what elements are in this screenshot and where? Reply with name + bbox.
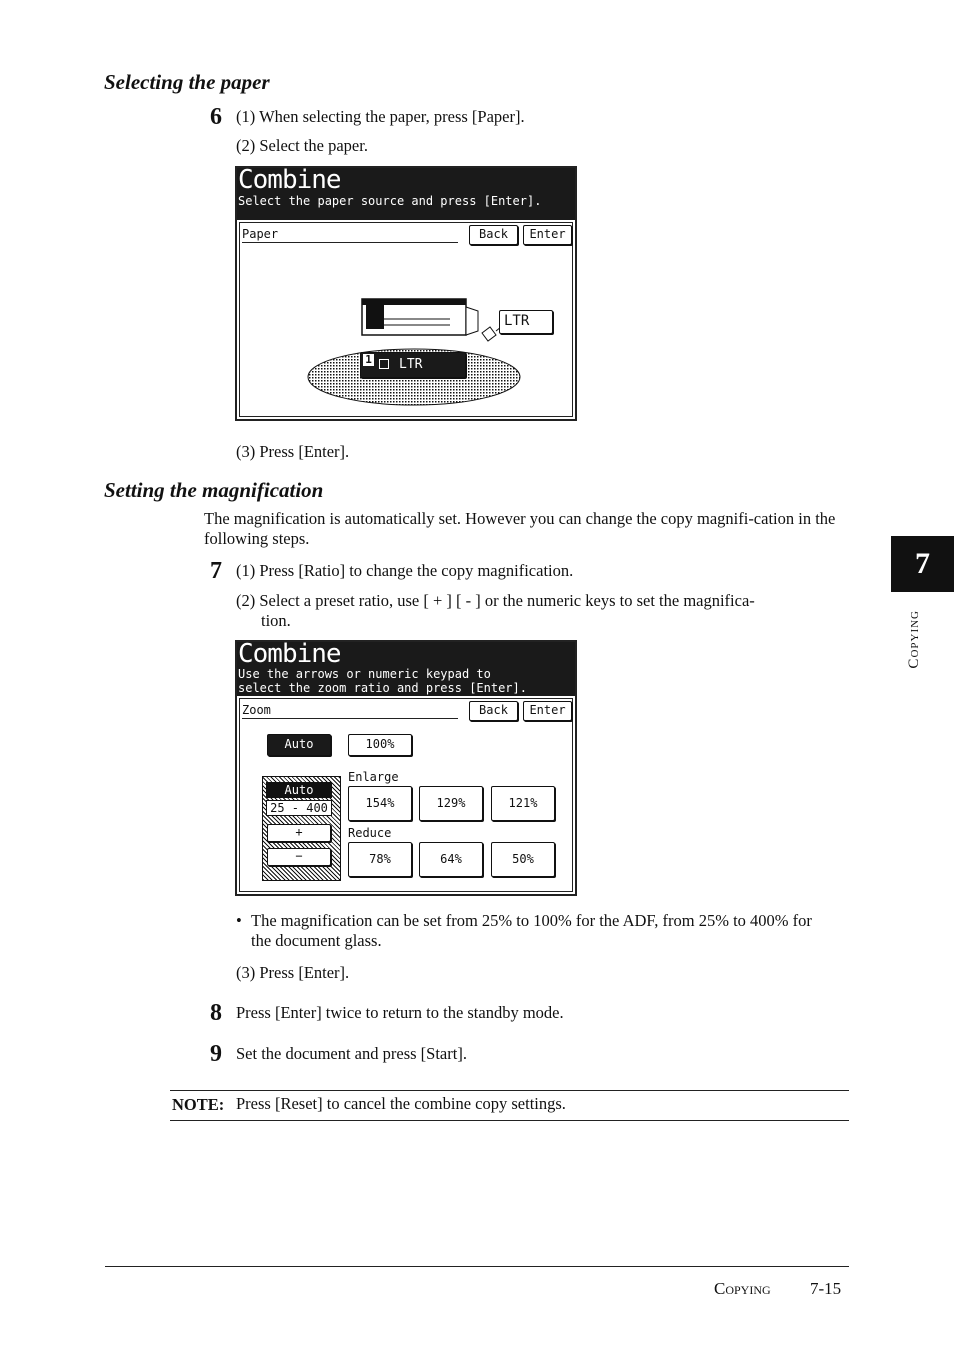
lcd-screen-paper [235,166,577,421]
lcd-title: Combine [238,640,341,669]
enter-button[interactable]: Enter [523,225,572,245]
tray-size-label: LTR [399,357,423,372]
reduce-label: Reduce [348,826,392,840]
note-bottom-rule [170,1120,849,1121]
paper-field: Paper [242,227,458,243]
step-number-7: 7 [210,558,222,584]
paper-stack-icon [379,359,389,369]
step6-line1: (1) When selecting the paper, press [Paper]. [236,107,525,126]
paper-tray-illustration [300,287,530,407]
zoom-auto-display: Auto [266,782,332,798]
back-button[interactable]: Back [469,225,518,245]
zoom-plus-button[interactable]: + [267,824,331,842]
lcd-subtitle-2: select the zoom ratio and press [Enter]. [238,681,527,695]
zoom-range-display: 25 - 400 [266,800,332,816]
step8-text: Press [Enter] twice to return to the standby mode. [236,1003,564,1022]
step-number-8: 8 [210,1000,222,1026]
step7-line2b: tion. [261,611,291,630]
step7-line3: (3) Press [Enter]. [236,963,350,982]
lcd-body [239,222,573,417]
zoom-100-button[interactable]: 100% [348,734,412,756]
note-text: Press [Reset] to cancel the combine copy settings. [236,1094,566,1113]
step6-line3: (3) Press [Enter]. [236,442,350,461]
lcd-title: Combine [238,166,341,195]
enlarge-129-button[interactable]: 129% [419,786,483,821]
step7-line1: (1) Press [Ratio] to change the copy magnification. [236,561,574,580]
lcd-subtitle-1: Use the arrows or numeric keypad to [238,667,491,681]
bullet-marker: • [236,911,242,930]
step-number-9: 9 [210,1041,222,1067]
zoom-adjust-panel [262,776,341,881]
note-label: NOTE: [172,1095,225,1114]
lcd-header [237,642,575,696]
reduce-78-button[interactable]: 78% [348,842,412,877]
section-heading-magnification: Setting the magnification [104,478,324,502]
enlarge-154-button[interactable]: 154% [348,786,412,821]
chapter-side-label: Copying [906,610,922,669]
lcd-screen-zoom [235,640,577,896]
tray-number: 1 [363,354,374,366]
ltr-size-button[interactable]: LTR [499,310,553,334]
enter-button[interactable]: Enter [523,701,572,721]
lcd-subtitle: Select the paper source and press [Enter]. [238,194,542,208]
reduce-64-button[interactable]: 64% [419,842,483,877]
zoom-minus-button[interactable]: − [267,848,331,866]
back-button[interactable]: Back [469,701,518,721]
tray-1-button[interactable] [360,352,466,378]
step7-line2a: (2) Select a preset ratio, use [ + ] [ - ] or the numeric keys to set the magnifica- [236,591,755,610]
chapter-tab: 7 [891,536,954,592]
enlarge-121-button[interactable]: 121% [491,786,555,821]
lcd-header [237,168,575,220]
footer-section: Copying [714,1279,771,1298]
bullet-magnification-range: The magnification can be set from 25% to 100% for the ADF, from 25% to 400% for the document glass. [251,911,812,950]
magnification-intro: The magnification is automatically set. However you can change the copy magnifi-cation in the following steps. [204,509,836,548]
section-heading-paper: Selecting the paper [104,70,270,94]
zoom-field: Zoom [242,703,458,719]
note-top-rule [170,1090,849,1091]
auto-zoom-button[interactable]: Auto [267,734,331,756]
lcd-body [239,698,573,892]
step9-text: Set the document and press [Start]. [236,1044,467,1063]
step-number-6: 6 [210,104,222,130]
enlarge-label: Enlarge [348,770,399,784]
footer-page-number: 7-15 [810,1279,842,1298]
footer-rule [105,1266,849,1267]
step6-line2: (2) Select the paper. [236,136,368,155]
reduce-50-button[interactable]: 50% [491,842,555,877]
